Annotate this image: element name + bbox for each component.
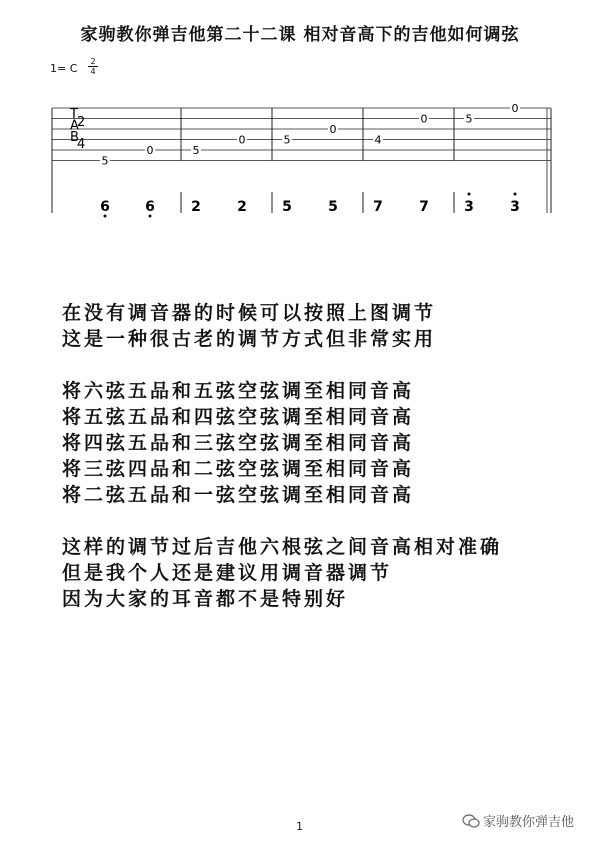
- tab-fret-number: 4: [374, 133, 382, 147]
- text-line: 将四弦五品和三弦空弦调至相同音高: [62, 432, 415, 454]
- tab-fret-number: 0: [329, 123, 337, 136]
- time-signature-top: 2: [90, 57, 96, 66]
- tab-notes: [100, 102, 520, 168]
- tab-fret-number: 5: [101, 154, 109, 168]
- tab-fret-number: 0: [511, 102, 519, 115]
- tab-fret-number: 0: [146, 144, 154, 157]
- watermark-label: 家驹教你弹吉他: [483, 815, 575, 830]
- octave-dot-below: [149, 215, 152, 218]
- text-line: 将二弦五品和一弦空弦调至相同音高: [62, 484, 415, 506]
- jianpu-note: 5: [328, 199, 338, 215]
- tab-clef: [69, 107, 85, 152]
- text-line: 但是我个人还是建议用调音器调节: [62, 562, 393, 584]
- tab-fret-number: 5: [465, 112, 473, 126]
- tab-time-bottom: 4: [77, 137, 86, 152]
- jianpu-note: 3: [464, 199, 474, 215]
- jianpu-note: 6: [100, 199, 110, 215]
- text-line: 这是一种很古老的调节方式但非常实用: [62, 328, 437, 350]
- octave-dot-below: [104, 215, 107, 218]
- jianpu-notation: [100, 193, 520, 218]
- instruction-text: [62, 300, 502, 612]
- tab-fret-number: 0: [420, 112, 428, 126]
- text-line: 将五弦五品和四弦空弦调至相同音高: [62, 406, 415, 428]
- jianpu-note: 2: [237, 199, 247, 215]
- octave-dot-above: [468, 193, 471, 196]
- text-line: 在没有调音器的时候可以按照上图调节: [62, 302, 437, 324]
- wechat-icon: [462, 814, 480, 828]
- watermark: [462, 811, 574, 830]
- time-signature-bottom: 4: [90, 67, 96, 76]
- text-line: 将三弦四品和二弦空弦调至相同音高: [62, 458, 415, 480]
- tab-fret-number: 0: [238, 133, 246, 147]
- jianpu-note: 7: [419, 199, 429, 215]
- tab-clef-letter: B: [70, 130, 79, 145]
- tab-clef-letter: T: [70, 107, 78, 122]
- jianpu-note: 2: [191, 199, 201, 215]
- staff-lines: [52, 108, 551, 161]
- lesson-title: 家驹教你弹吉他第二十二课 相对音高下的吉他如何调弦: [80, 25, 520, 45]
- text-line: 这样的调节过后吉他六根弦之间音高相对准确: [62, 536, 503, 558]
- jianpu-note: 6: [145, 199, 155, 215]
- tab-time-top: 2: [77, 115, 86, 130]
- jianpu-note: 5: [282, 199, 292, 215]
- text-line: 因为大家的耳音都不是特别好: [62, 588, 349, 610]
- paragraph-steps: [62, 378, 502, 508]
- jianpu-note: 7: [373, 199, 383, 215]
- paragraph-conclusion: [62, 534, 502, 612]
- tab-clef-letter: A: [70, 118, 79, 134]
- jianpu-note: 3: [510, 199, 520, 215]
- page-number: 1: [296, 820, 303, 833]
- key-signature: 1= C: [50, 62, 78, 75]
- octave-dot-above: [514, 193, 517, 196]
- tab-staff: [0, 0, 600, 230]
- tab-fret-number: 5: [283, 133, 291, 147]
- paragraph-intro: [62, 300, 502, 352]
- text-line: 将六弦五品和五弦空弦调至相同音高: [62, 380, 415, 402]
- tab-fret-number: 5: [192, 144, 200, 157]
